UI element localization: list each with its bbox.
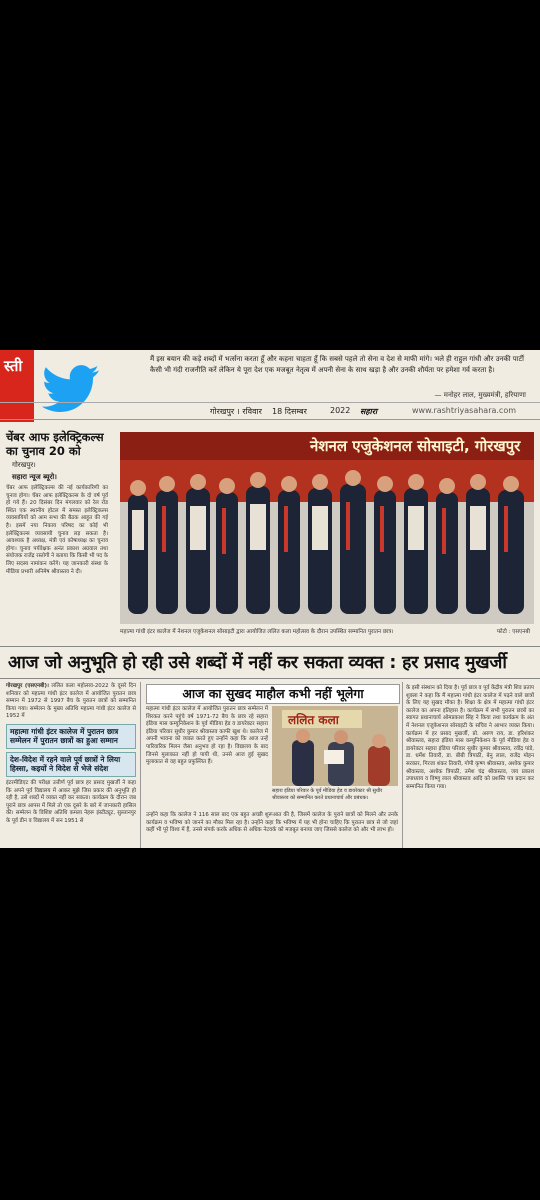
photo-credit: फोटो : एसएनबी [496, 629, 530, 635]
main-headline: आज जो अनुभूति हो रही उसे शब्दों में नहीं कर सकता व्यक्त : हर प्रसाद मुखर्जी [8, 653, 507, 673]
dateline-year: 2022 [330, 406, 351, 415]
quote-text: मैं इस बयान की कड़े शब्दों में भर्त्सना करता हूँ और कहना चाहता हूँ कि सबसे पहले तो सेना व देश से माफी मांगे। भले ही राहुल गांधी और उनकी पार्टी कैसी भी गंदी राजनीति करें लेकिन ये पूरा देश एक मजबूत नेतृत्व में अपनी सेना के साथ खड़ा है और उनकी शौर्यता पर हमेशा गर्व करता है। [150, 355, 524, 374]
column-rule [402, 682, 403, 848]
quote-author: — मनोहर लाल, मुख्यमंत्री, हरियाणा [434, 391, 526, 399]
highlight-box-1: महात्मा गांधी इंटर कालेज में पुरातन छात्र सम्मेलन में पुरातन छात्रों का हुआ सम्मान [6, 724, 136, 749]
col1-intro [6, 683, 136, 721]
dateline-bar [0, 402, 540, 420]
photo-banner-text: नेशनल एजुकेशनल सोसाइटी, गोरखपुर [310, 437, 521, 455]
col1-intro-text: ललित कला महोत्सव-2022 के दूसरे दिन शनिवार को महात्मा गांधी इंटर कालेज में आयोजित पुरातन छात्र सम्मान में 1972 से 1997 बैच के पुरातन छात्रों को सम्मानित किया गया। सम्मेलन के मुख्य अतिथि महात्मा गांधी इंटर कालेज से 1952 में [6, 683, 137, 720]
website-text: www.rashtriyasahara.com [412, 406, 517, 415]
right-column-body: के इसी संस्थान को दिया है। पूर्व छात्र व पूर्व केंद्रीय मंत्री शिव प्रताप शुक्ला ने कहा कि मैं महात्मा गांधी इंटर कालेज में पढ़ने वाले छात्रों के लिए यह सुखद मौका है। शिक्षा के क्षेत्र में महात्मा गांधी इंटर कालेज का अपना इतिहास है। कार्यक्रम में सभी पुरातन छात्रों का स्वागत प्रधानाचार्य ओमप्रकाश सिंह ने किया तथा कार्यक्रम के अंत में नेशनल एजुकेशनल सोसाइटी के सचिव ने आभार व्यक्त किया। कार्यक्रम में हर प्रसाद मुखर्जी, प्रो. अरुण राय, डा. हरिशंकर श्रीवास्तव, सहारा इंडिया मास कम्युनिकेशन के पूर्व मीडिया हेड व डायरेक्टर सहारा इंडिया परिवार सुधीर कुमार श्रीवास्तव, रवींद्र पांडे, डा. धर्मेश तिवारी, डा. बीबी त्रिपाठी, बेनु लाल, राजेंद्र मोहन सरकार, गिरजा शंकर तिवारी, गोपी कृष्ण श्रीवास्तव, अशोक कुमार श्रीवास्तव, अशोक त्रिपाठी, उमेश चंद्र श्रीवास्तव, जय प्रकाश उपाध्याय व विष्णु लाल श्रीवास्तव आदि को प्रशस्ति पत्र प्रदान कर सम्मानित किया गया। [406, 685, 534, 790]
felicitation-caption: सहारा इंडिया परिवार के पूर्व मीडिया हेड व डायरेक्टर श्री सुधीर श्रीवास्तव को सम्मानित करते प्रधानाचार्य और प्रबंधक। [272, 788, 383, 801]
paper-name: सहारा [360, 407, 378, 416]
middle-story-body: महात्मा गांधी इंटर कालेज में आयोजित पुरातन छात्र सम्मेलन में शिरकत करने पहुंचे वर्ष 1971-72 बैच के छात्र रहे सहारा इंडिया मास कम्युनिकेशन के पूर्व मीडिया हेड व डायरेक्टर सहारा इंडिया परिवार सुधीर कुमार श्रीवास्तव काफी खुश थे। कालेज में अपनी भावना को व्यक्त करते हुए उन्होंने कहा कि आज उन्हें पारिवारिक मिलन जैसा अनुभव हो रहा है। विद्यालय के बाद जिनसे मुलाकात नहीं हो पायी थी, उनसे आज हुई सुखद मुलाकात से वह बहुत प्रफुल्लित हैं। [146, 706, 268, 766]
felicitation-sign-text: ललित कला [288, 713, 339, 727]
felicitation-photo [272, 706, 398, 786]
highlight-box-2: देश-विदेश में रहने वाले पूर्व छात्रों ने लिया हिस्सा, कइयों ने विदेश से भेजे संदेश [6, 752, 136, 777]
newspaper-page [0, 350, 540, 848]
divider [0, 678, 540, 679]
left-story-body: चेंबर आफ इलेक्ट्रिकल्स की नई कार्यकारिणी का चुनाव होगा। चेंबर आफ इलेक्ट्रिकल्स के दो वर्ष पूर्व हो गये हैं। 20 दिसंबर दिन मंगलवार को रेल रोड स्थित एक स्थानीय होटल में समस्त इलेक्ट्रिकल्स व्यवसायियों को आम सभा की बैठक आहूत की गई है। इसमें नया निकाय परिषद का कोई भी इलेक्ट्रिकल्स व्यवसायी चुनाव लड़ सकता है। आवश्यक है अध्यक्ष, मंत्री एवं कोषाध्यक्ष का चुनाव होगा। चुनाव पर्यवेक्षक अनंत प्रकाश अग्रवाल तथा संयोजक राजेंद्र रस्तोगी ने बताया कि किसी भी पद के लिए सदस्य नामांकन करेंगे। यह जानकारी संस्था के मीडिया प्रभारी अनिमेष श्रीवास्तव ने दी। [6, 485, 108, 575]
photo-caption-row [120, 627, 534, 635]
middle-story-headline: आज का सुखद माहौल कभी नहीं भूलेगा [146, 684, 400, 704]
column-1 [6, 683, 136, 826]
column-rule [140, 682, 141, 848]
left-story [0, 430, 112, 650]
col1-body: इंटरमीडिएट की परीक्षा उत्तीर्ण पूर्व छात्र हर प्रसाद मुखर्जी ने कहा कि अपने पूर्व विद्यालय में आकर मुझे जिस प्रकार की अनुभूति हो रही है, उसे शब्दों में व्यक्त नहीं कर सकता। कार्यक्रम के दौरान जब पुराने छात्र आपस में मिले तो एक दूसरे के बारे में जानकारी हासिल की। सम्मेलन के विशिष्ट अतिथि कमला नेहरू इंस्टीट्यूट, सुल्तानपुर के पूर्व डीन व विद्यालय में सन 1951 से [6, 779, 136, 824]
divider [0, 646, 540, 647]
photo-caption: महात्मा गांधी इंटर कालेज में नेशनल एजुकेशनल सोसाइटी द्वारा आयोजित ललित कला महोत्सव के दौरान उपस्थित सम्मानित पुरातन छात्र। [120, 629, 394, 635]
dateline-date: 18 दिसम्बर [272, 407, 307, 416]
group-photo [120, 432, 534, 624]
dateline-city: गोरखपुर । रविवार [210, 407, 262, 416]
left-story-headline: चेंबर आफ इलेक्ट्रिकल्स का चुनाव 20 को [6, 430, 104, 458]
middle-story-body-2: उन्होंने कहा कि कालेज ने 116 साल बाद एक बहुत अच्छी शुरूआत की है, जिसमें कालेज के पुराने छात्रों को मिलने और उनके कार्यक्रम व भविष्य को जानने का मौका मिल रहा है। उन्होंने कहा कि भविष्य में यह भी होना चाहिए कि पुरातन छात्र से जो जहां कहीं भी पूरे विश्व में हैं, उनसे संपर्क करके अधिक से अधिक नेटवर्क को मजबूत बनाया जाए जिससे कालेज को और भी लाभ हो। [146, 812, 398, 834]
masthead-red-box: स्ती [0, 350, 34, 422]
left-story-dateline: गोरखपुर। [12, 461, 36, 469]
left-story-byline: सहारा न्यूज ब्यूरो। [12, 473, 57, 481]
felicitation-photo-illustration [272, 706, 398, 786]
group-photo-illustration [120, 432, 534, 624]
col1-dateline: गोरखपुर (एसएनबी)। [6, 683, 49, 689]
